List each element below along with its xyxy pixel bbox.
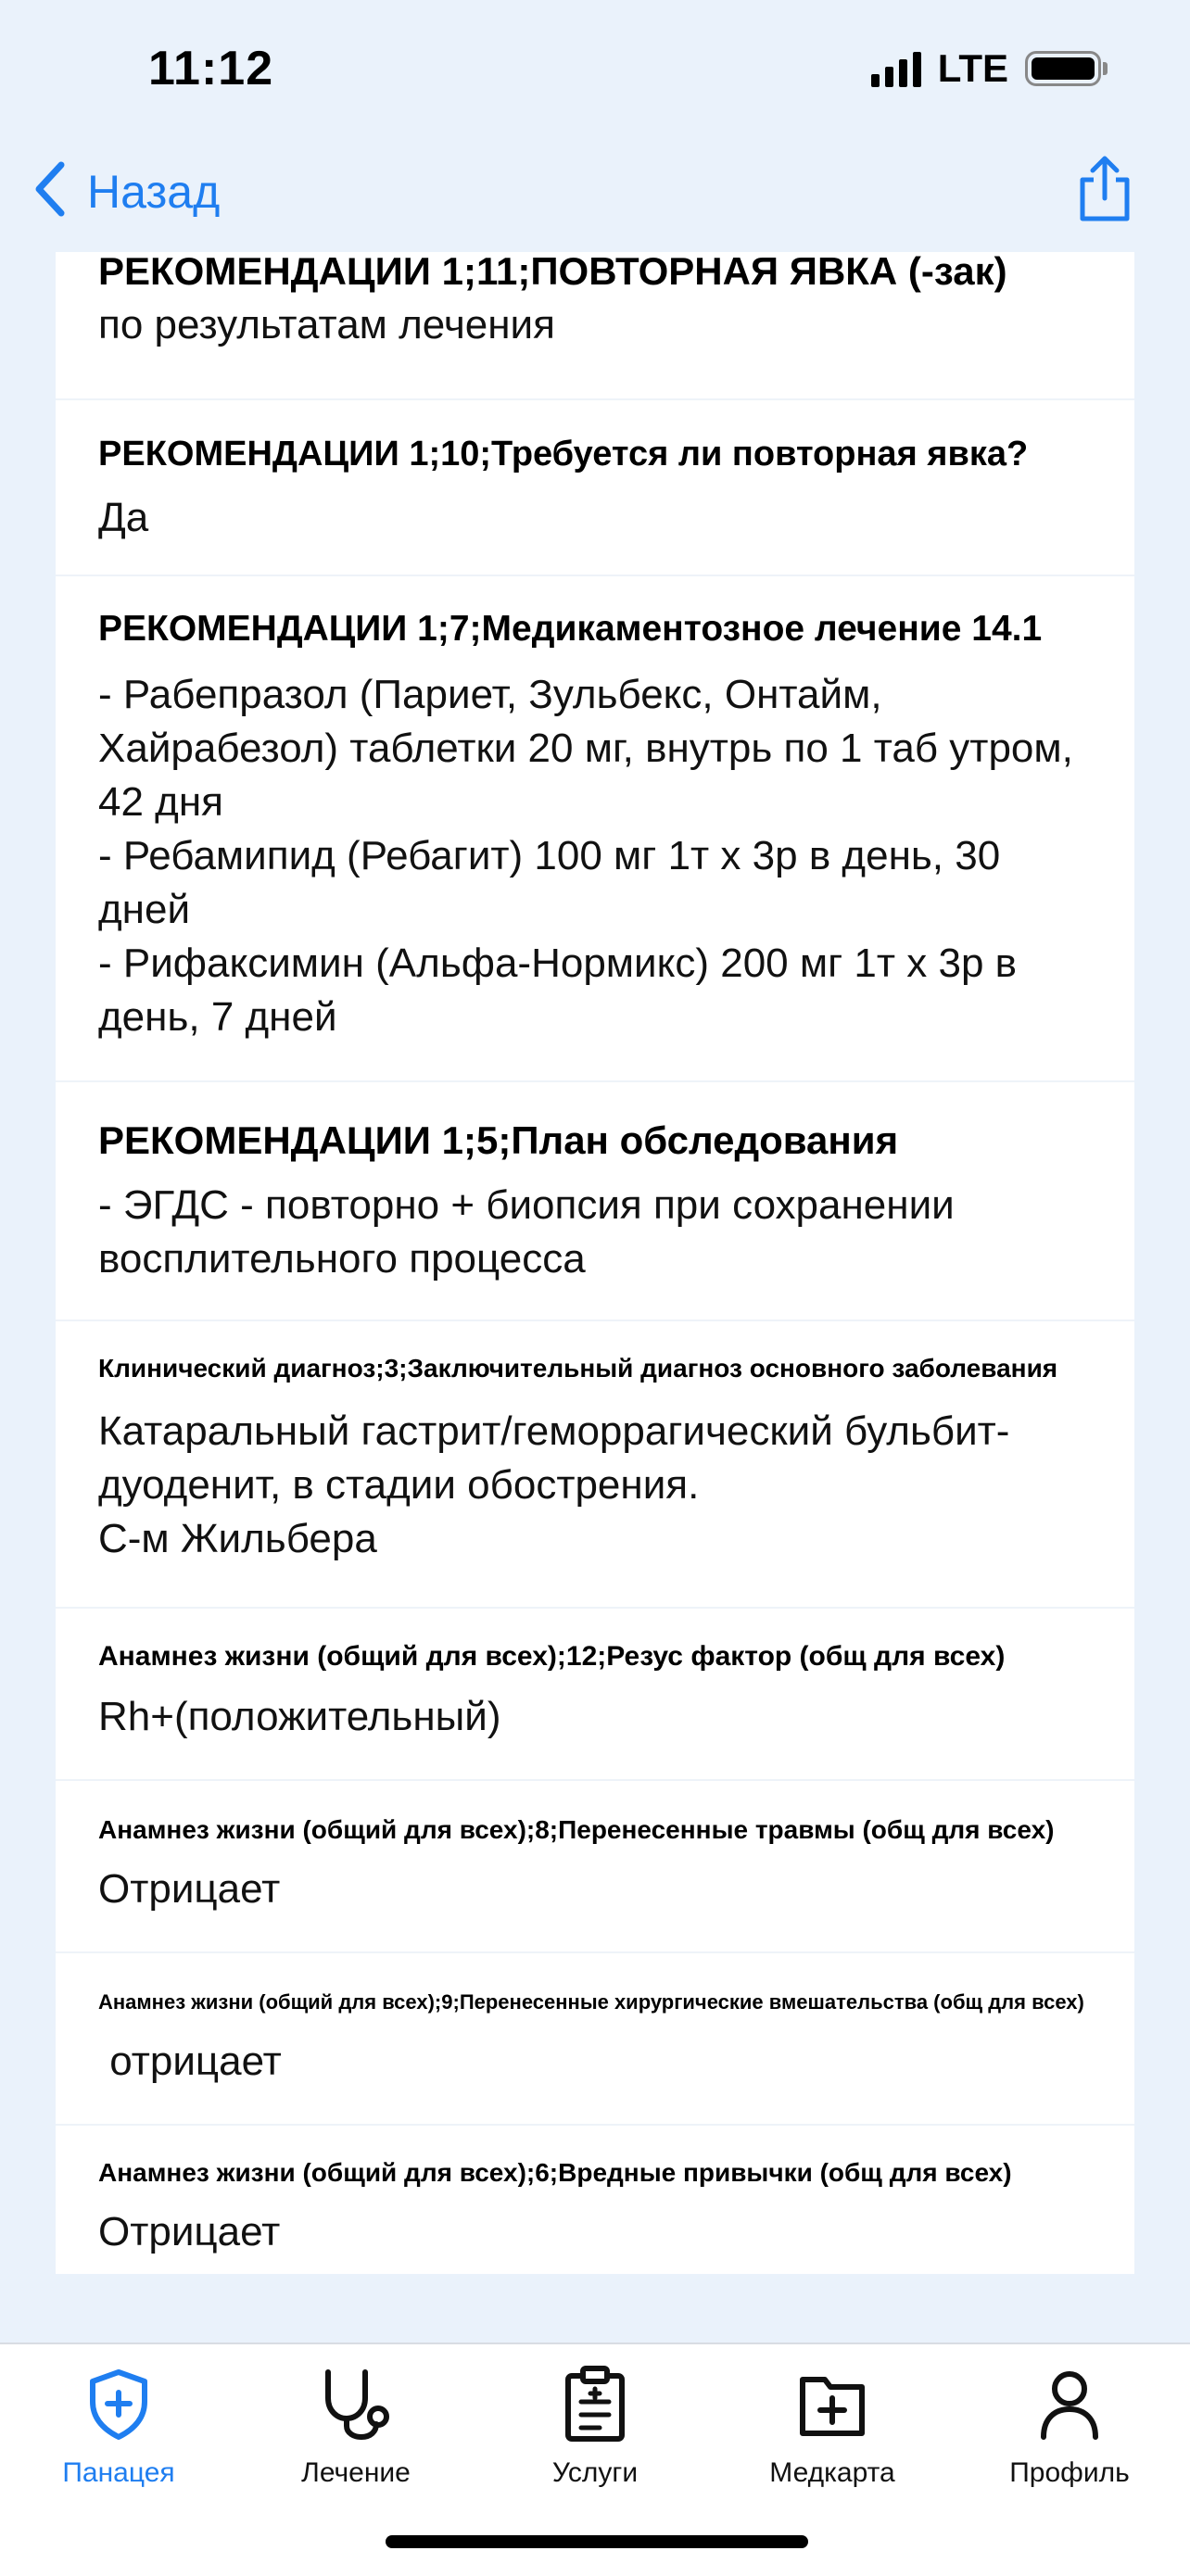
record-title: Клинический диагноз;3;Заключительный диагноз основного заболевания xyxy=(98,1354,1058,1383)
record-title: Анамнез жизни (общий для всех);12;Резус фактор (общ для всех) xyxy=(98,1641,1006,1672)
record-value: Отрицает xyxy=(98,1865,281,1912)
record-title: Анамнез жизни (общий для всех);8;Перенесенные травмы (общ для всех) xyxy=(98,1815,1055,1844)
record-title: Анамнез жизни (общий для всех);9;Перенесенные хирургические вмешательства (общ для всех) xyxy=(98,1990,1084,2014)
status-bar xyxy=(0,0,1190,139)
record-item xyxy=(56,1082,1134,1321)
record-title: Анамнез жизни (общий для всех);6;Вредные привычки (общ для всех) xyxy=(98,2158,1012,2187)
navigation-bar xyxy=(0,139,1190,250)
back-button[interactable] xyxy=(32,159,220,223)
chevron-left-icon xyxy=(32,159,69,223)
tab-profile[interactable] xyxy=(968,2363,1171,2489)
record-value: по результатам лечения xyxy=(98,302,555,348)
tab-label: Услуги xyxy=(551,2457,639,2488)
folder-plus-icon xyxy=(730,2363,934,2444)
record-title: РЕКОМЕНДАЦИИ 1;10;Требуется ли повторная явка? xyxy=(98,435,1029,474)
status-time: 11:12 xyxy=(148,42,274,95)
record-item xyxy=(56,252,1134,400)
person-icon xyxy=(968,2363,1171,2444)
battery-icon xyxy=(1025,51,1101,86)
network-type: LTE xyxy=(937,46,1008,90)
share-icon xyxy=(1075,212,1134,228)
record-title: РЕКОМЕНДАЦИИ 1;7;Медикаментозное лечение 14.1 xyxy=(98,609,1043,649)
tab-label: Медкарта xyxy=(769,2457,895,2488)
record-item xyxy=(56,1953,1134,2126)
record-item xyxy=(56,1609,1134,1781)
status-indicators xyxy=(871,46,1101,91)
tab-treatment[interactable] xyxy=(254,2363,458,2489)
record-list xyxy=(56,252,1134,2274)
record-item xyxy=(56,1321,1134,1609)
tab-panacea[interactable] xyxy=(17,2363,221,2489)
record-value: Отрицает xyxy=(98,2208,281,2254)
tab-label: Панацея xyxy=(62,2457,175,2488)
tab-services[interactable] xyxy=(493,2363,697,2489)
record-item xyxy=(56,2126,1134,2274)
tab-label: Лечение xyxy=(301,2457,411,2488)
shield-plus-icon xyxy=(17,2363,221,2444)
record-item xyxy=(56,576,1134,1082)
record-title: РЕКОМЕНДАЦИИ 1;5;План обследования xyxy=(98,1118,899,1162)
record-item xyxy=(56,400,1134,576)
record-value: Катаральный гастрит/геморрагический бульбит-дуоденит, в стадии обострения. С-м Жильбера xyxy=(98,1408,1010,1561)
share-button[interactable] xyxy=(1075,154,1134,229)
clipboard-list-icon xyxy=(493,2363,697,2444)
stethoscope-icon xyxy=(254,2363,458,2444)
back-label: Назад xyxy=(87,165,221,218)
record-item xyxy=(56,1781,1134,1953)
record-value: - ЭГДС - повторно + биопсия при сохранении восплительного процесса xyxy=(98,1182,955,1282)
cellular-signal-icon xyxy=(871,50,921,87)
record-title: РЕКОМЕНДАЦИИ 1;11;ПОВТОРНАЯ ЯВКА (-зак) xyxy=(98,252,1007,293)
home-indicator xyxy=(386,2535,808,2548)
record-value: - Рабепразол (Париет, Зульбекс, Онтайм, Хайрабезол) таблетки 20 мг, внутрь по 1 таб утром, 42 дня - Ребамипид (Ребагит) 100 мг 1т х 3р в день, 30 дней - Рифаксимин (Альфа-Нормикс) 200 мг 1т х 3р в день, 7 дней xyxy=(98,671,1073,1040)
tab-medical-card[interactable] xyxy=(730,2363,934,2489)
tab-label: Профиль xyxy=(1009,2457,1130,2488)
record-value: отрицает xyxy=(98,2039,282,2085)
medical-record-card xyxy=(56,252,1134,2274)
record-value: Rh+(положительный) xyxy=(98,1694,501,1739)
record-value: Да xyxy=(98,494,149,540)
